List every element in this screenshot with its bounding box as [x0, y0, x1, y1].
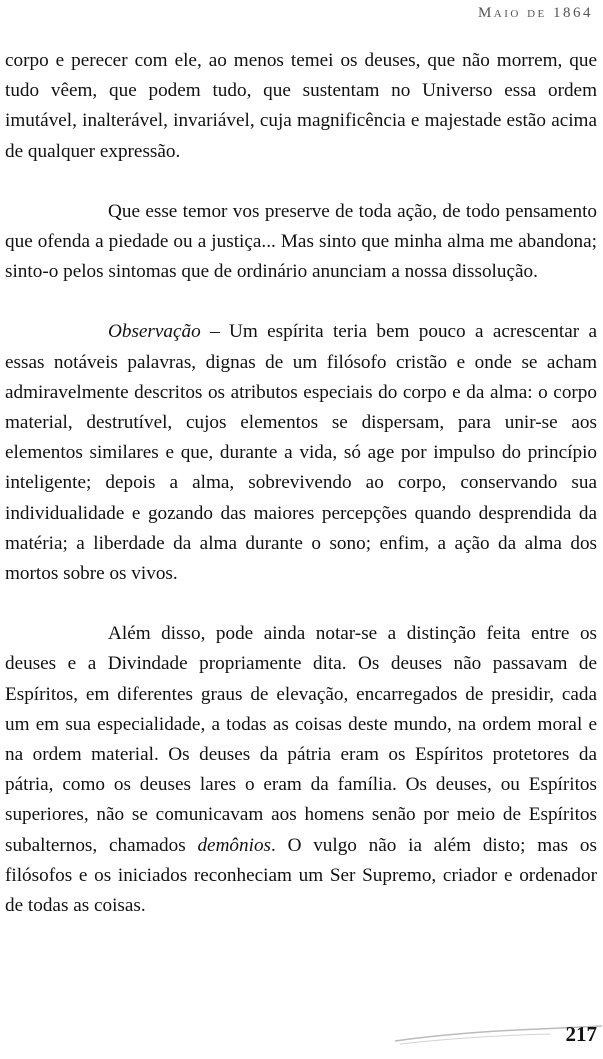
- running-header: Maio de 1864: [477, 5, 593, 21]
- demonios-term: demônios: [197, 834, 271, 856]
- paragraph-2: [5, 197, 597, 288]
- paragraph-1: [5, 46, 597, 167]
- paragraph-2-text: Que esse temor vos preserve de toda ação, de todo pensamento que ofenda a piedade ou a justiça... Mas sinto que minha alma me abandona; sinto-o pelos sintomas que de ordinário anunciam a nossa dissolução.: [5, 200, 597, 283]
- paragraph-4: [5, 619, 597, 921]
- paragraph-1-text: corpo e perecer com ele, ao menos temei os deuses, que não morrem, que tudo vêem, que podem tudo, que sustentam no Universo essa ordem imutável, inalterável, invariável, cuja magnificência e majestade estão acima de qualquer expressão.: [5, 50, 597, 162]
- paragraph-4-text-b: . O vulgo não ia além disto; mas os filósofos e os iniciados reconheciam um Ser Supremo, criador e ordenador de todas as coisas.: [5, 834, 597, 917]
- paragraph-4-text-a: Além disso, pode ainda notar-se a distinção feita entre os deuses e a Divindade propriamente dita. Os deuses não passavam de Espíritos, em diferentes graus de elevação, encarregados de presidir, cada um em sua especialidade, a todas as coisas deste mundo, na ordem moral e na ordem material. Os deuses da pátria eram os Espíritos protetores da pátria, como os deuses lares o eram da família. Os deuses, ou Espíritos superiores, não se comunicavam aos homens senão por meio de Espíritos subalternos, chamados: [5, 623, 597, 856]
- observation-label: Observação: [108, 321, 201, 343]
- paragraph-3-text: – Um espírita teria bem pouco a acrescentar a essas notáveis palavras, dignas de um filósofo cristão e onde se acham admiravelmente descritos os atributos especiais do corpo e da alma: o corpo material, destrutível, cujos elementos se dispersam, para unir-se aos elementos similares e que, durante a vida, só age por impulso do princípio inteligente; depois a alma, sobrevivendo ao corpo, conservando sua individualidade e gozando das maiores percepções quando desprendida da matéria; a liberdade da alma durante o sono; enfim, a ação da alma dos mortos sobre os vivos.: [5, 321, 597, 585]
- page-number: 217: [565, 1022, 597, 1046]
- paragraph-3: [5, 317, 597, 589]
- body-text: [5, 46, 597, 921]
